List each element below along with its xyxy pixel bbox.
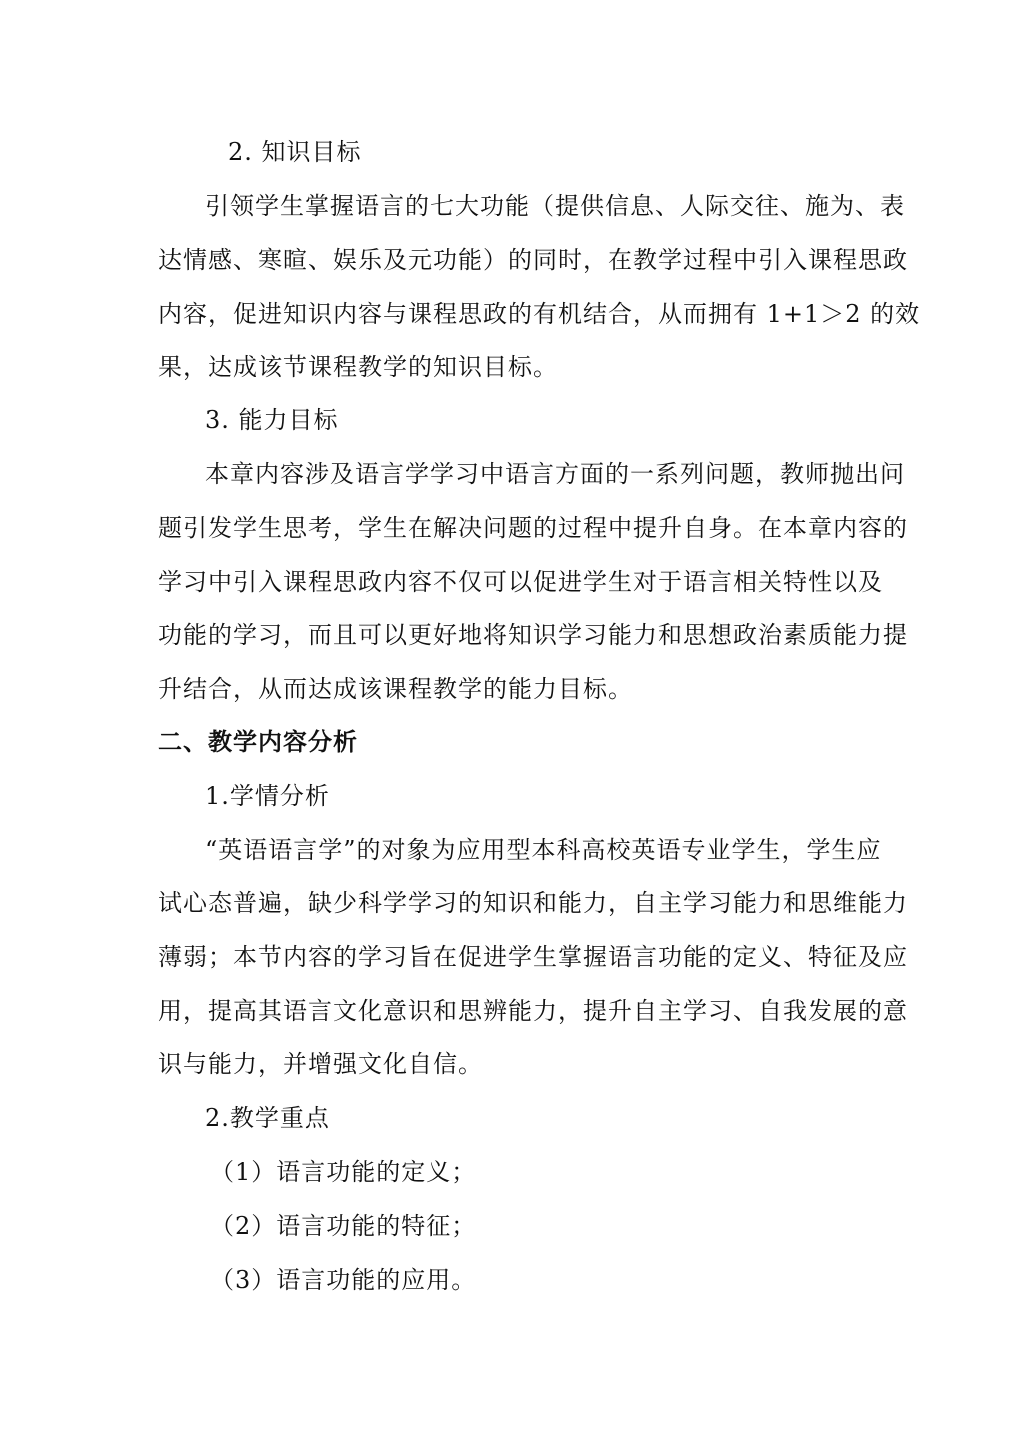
ability-goal-heading: 3. 能力目标 [205, 406, 339, 434]
student-analysis-line-3: 薄弱；本节内容的学习旨在促进学生掌握语言功能的定义、特征及应 [158, 943, 908, 971]
knowledge-paragraph-line-4: 果，达成该节课程教学的知识目标。 [158, 353, 558, 381]
knowledge-paragraph-line-3: 内容，促进知识内容与课程思政的有机结合，从而拥有 1+1＞2 的效 [158, 300, 921, 328]
key-point-item-3: （3）语言功能的应用。 [210, 1266, 477, 1294]
key-points-heading: 2.教学重点 [205, 1104, 330, 1132]
student-analysis-heading: 1.学情分析 [205, 782, 330, 810]
student-analysis-line-5: 识与能力，并增强文化自信。 [158, 1050, 483, 1078]
ability-paragraph-line-2: 题引发学生思考，学生在解决问题的过程中提升自身。在本章内容的 [158, 514, 908, 542]
student-analysis-line-4: 用，提高其语言文化意识和思辨能力，提升自主学习、自我发展的意 [158, 997, 908, 1025]
knowledge-paragraph-line-2: 达情感、寒暄、娱乐及元功能）的同时，在教学过程中引入课程思政 [158, 246, 908, 274]
knowledge-paragraph-line-1: 引领学生掌握语言的七大功能（提供信息、人际交往、施为、表 [205, 192, 905, 220]
ability-paragraph-line-1: 本章内容涉及语言学学习中语言方面的一系列问题，教师抛出问 [205, 460, 905, 488]
key-point-item-2: （2）语言功能的特征； [210, 1212, 477, 1240]
student-analysis-line-1: “英语语言学”的对象为应用型本科高校英语专业学生，学生应 [205, 836, 882, 864]
section-heading-content-analysis: 二、教学内容分析 [158, 728, 358, 756]
ability-paragraph-line-4: 功能的学习，而且可以更好地将知识学习能力和思想政治素质能力提 [158, 621, 908, 649]
key-point-item-1: （1）语言功能的定义； [210, 1158, 477, 1186]
student-analysis-line-2: 试心态普遍，缺少科学学习的知识和能力，自主学习能力和思维能力 [158, 889, 908, 917]
ability-paragraph-line-3: 学习中引入课程思政内容不仅可以促进学生对于语言相关特性以及 [158, 568, 883, 596]
ability-paragraph-line-5: 升结合，从而达成该课程教学的能力目标。 [158, 675, 633, 703]
knowledge-goal-heading: 2. 知识目标 [228, 138, 362, 166]
